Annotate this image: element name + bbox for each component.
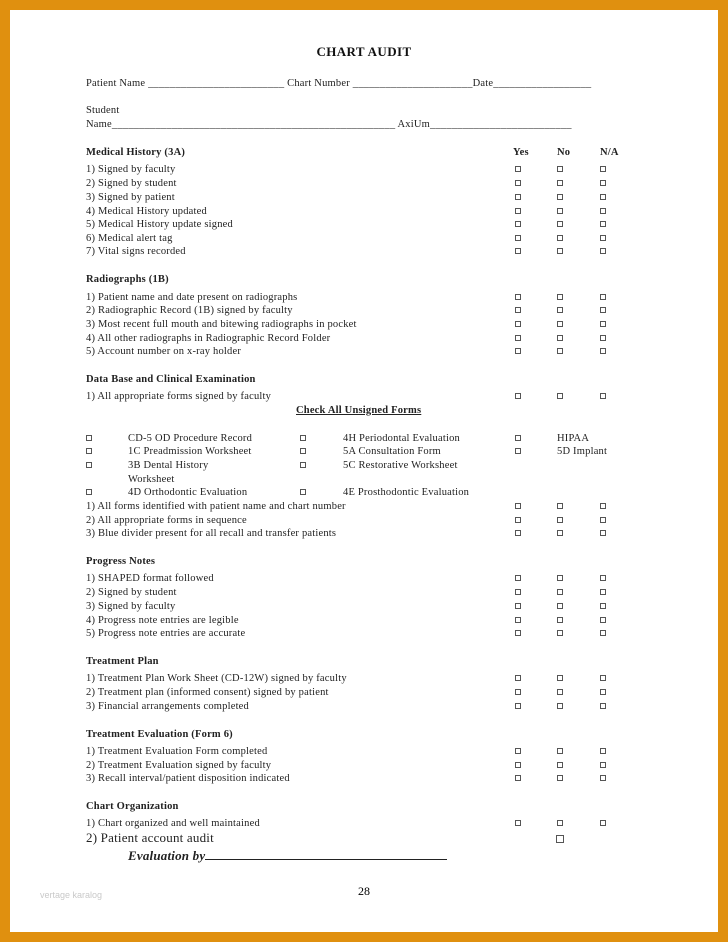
item-0-3-no-checkbox[interactable] [557,208,563,214]
item-1-2-no-checkbox[interactable] [557,321,563,327]
item-0-1-no-checkbox[interactable] [557,180,563,186]
item-number: 3) [86,319,96,330]
item-label: Progress note entries are legible [97,615,239,626]
patient-account-audit-checkbox[interactable] [556,835,564,843]
item-3-4-yes-checkbox[interactable] [515,630,521,636]
item-label: Treatment plan (informed consent) signed by patient [97,687,329,698]
item-5-1-na-checkbox[interactable] [600,762,606,768]
item-label: Most recent full mouth and bitewing radiographs in pocket [97,319,357,330]
section-heading-medical-history: Medical History (3A) [86,147,186,158]
item-3-3-yes-checkbox[interactable] [515,617,521,623]
form-checkbox[interactable] [300,448,306,454]
item-4-2-yes-checkbox[interactable] [515,703,521,709]
item-0-4-na-checkbox[interactable] [600,221,606,227]
checklist-item [86,514,247,527]
item-number: 2) [86,587,96,598]
checklist-item [86,218,233,231]
item-2-1-na-checkbox[interactable] [600,517,606,523]
item-4-2-no-checkbox[interactable] [557,703,563,709]
checklist-item [86,291,297,304]
item-number: 5) [86,628,96,639]
checklist-item [86,745,267,758]
item-1-4-no-checkbox[interactable] [557,348,563,354]
form-checkbox[interactable] [86,435,92,441]
item-4-1-no-checkbox[interactable] [557,689,563,695]
item-1-1-no-checkbox[interactable] [557,307,563,313]
item-number: 2) [86,687,96,698]
item-6-0-na-checkbox[interactable] [600,820,606,826]
item-label: Signed by student [97,178,177,189]
item-3-0-no-checkbox[interactable] [557,575,563,581]
item-0-0-yes-checkbox[interactable] [515,166,521,172]
item-1-3-yes-checkbox[interactable] [515,335,521,341]
section-heading-treatment-plan: Treatment Plan [86,656,159,667]
item-2-2-no-checkbox[interactable] [557,530,563,536]
checklist-item [86,572,214,585]
checklist-item [86,627,245,640]
form-name: Worksheet [128,474,175,485]
item-label: Medical History updated [97,206,207,217]
form-checkbox[interactable] [86,448,92,454]
item-label: Recall interval/patient disposition indicated [97,773,290,784]
section-heading-chart-organization: Chart Organization [86,801,179,812]
item-number: 4) [86,333,96,344]
checklist-item [86,232,173,245]
item-label: Signed by patient [97,192,175,203]
item-0-5-na-checkbox[interactable] [600,235,606,241]
item-label: Progress note entries are accurate [97,628,246,639]
form-name: 5C Restorative Worksheet [343,460,458,471]
check-all-unsigned-forms: Check All Unsigned Forms [296,405,422,416]
item-1-2-yes-checkbox[interactable] [515,321,521,327]
checklist-item [86,205,207,218]
item-number: 3) [86,701,96,712]
patient-account-audit: 2) Patient account audit [86,830,214,845]
checklist-item [86,772,290,785]
item-0-2-no-checkbox[interactable] [557,194,563,200]
checklist-item [86,700,249,713]
checklist-item [86,332,330,345]
item-label: Signed by student [97,587,177,598]
item-3-1-yes-checkbox[interactable] [515,589,521,595]
section-heading-radiographs: Radiographs (1B) [86,274,169,285]
item-number: 1) [86,818,96,829]
item-number: 4) [86,206,96,217]
item-label: Treatment Plan Work Sheet (CD-12W) signed by faculty [97,673,347,684]
item-number: 2) [86,178,96,189]
checklist-item [86,191,175,204]
item-1-1-na-checkbox[interactable] [600,307,606,313]
item-1-3-na-checkbox[interactable] [600,335,606,341]
item-2-2-na-checkbox[interactable] [600,530,606,536]
item-3-4-na-checkbox[interactable] [600,630,606,636]
form-name: 5A Consultation Form [343,446,441,457]
item-label: All other radiographs in Radiographic Record Folder [97,333,331,344]
item-6-0-no-checkbox[interactable] [557,820,563,826]
item-4-1-na-checkbox[interactable] [600,689,606,695]
form-checkbox[interactable] [300,462,306,468]
item-number: 3) [86,601,96,612]
item-1-0-yes-checkbox[interactable] [515,294,521,300]
item-label: Radiographic Record (1B) signed by faculty [97,305,293,316]
item-1-4-yes-checkbox[interactable] [515,348,521,354]
item-6-0-yes-checkbox[interactable] [515,820,521,826]
item-label: Signed by faculty [97,164,176,175]
item-3-1-na-checkbox[interactable] [600,589,606,595]
item-0-0-na-checkbox[interactable] [600,166,606,172]
item-label: Treatment Evaluation signed by faculty [97,760,272,771]
form-checkbox[interactable] [300,435,306,441]
item-3-0-na-checkbox[interactable] [600,575,606,581]
item-1-1-yes-checkbox[interactable] [515,307,521,313]
item-label: Chart organized and well maintained [97,818,260,829]
checklist-item [86,686,329,699]
patient-chart-date-line: Patient Name _________________________ Chart Number ______________________Date__________________ [86,78,592,89]
form-name: 4D Orthodontic Evaluation [128,487,248,498]
item-5-2-na-checkbox[interactable] [600,775,606,781]
item-number: 1) [86,164,96,175]
section-heading-database: Data Base and Clinical Examination [86,374,256,385]
item-2-0-no-checkbox[interactable] [557,503,563,509]
item-0-1-yes-checkbox[interactable] [515,180,521,186]
item-5-1-yes-checkbox[interactable] [515,762,521,768]
item-0-4-no-checkbox[interactable] [557,221,563,227]
form-checkbox[interactable] [86,462,92,468]
item-0-6-yes-checkbox[interactable] [515,248,521,254]
item-1-0-na-checkbox[interactable] [600,294,606,300]
item-0-5-yes-checkbox[interactable] [515,235,521,241]
column-yes: Yes [513,147,529,158]
checklist-item [86,586,177,599]
checklist-item: 1) All appropriate forms signed by faculty [86,391,272,402]
form-name: 5D Implant [557,446,608,457]
checklist-item [86,177,177,190]
checklist-item [86,345,241,358]
item-1-0-no-checkbox[interactable] [557,294,563,300]
item-number: 1) [86,292,96,303]
item-2-0-na-checkbox[interactable] [600,393,606,399]
evaluation-by-line [128,847,447,863]
item-label: Blue divider present for all recall and transfer patients [97,528,337,539]
item-0-0-no-checkbox[interactable] [557,166,563,172]
item-3-0-yes-checkbox[interactable] [515,575,521,581]
item-number: 1) [86,673,96,684]
item-number: 1) [86,746,96,757]
checklist-item [86,318,357,331]
item-label: Medical alert tag [97,233,173,244]
item-0-5-no-checkbox[interactable] [557,235,563,241]
checklist-item [86,245,186,258]
item-label: Financial arrangements completed [97,701,249,712]
form-name: 4H Periodontal Evaluation [343,433,460,444]
student-label: Student [86,105,120,116]
item-2-0-yes-checkbox[interactable] [515,503,521,509]
evaluation-label: Evaluation by [128,848,206,863]
item-3-3-no-checkbox[interactable] [557,617,563,623]
item-4-0-na-checkbox[interactable] [600,675,606,681]
item-number: 5) [86,219,96,230]
item-0-3-yes-checkbox[interactable] [515,208,521,214]
item-3-2-na-checkbox[interactable] [600,603,606,609]
checklist-item [86,527,336,540]
item-1-4-na-checkbox[interactable] [600,348,606,354]
item-2-2-yes-checkbox[interactable] [515,530,521,536]
item-0-2-yes-checkbox[interactable] [515,194,521,200]
item-5-0-na-checkbox[interactable] [600,748,606,754]
item-0-6-no-checkbox[interactable] [557,248,563,254]
item-2-0-yes-checkbox[interactable] [515,393,521,399]
item-5-1-no-checkbox[interactable] [557,762,563,768]
item-number: 1) [86,501,96,512]
item-label: Medical History update signed [97,219,233,230]
form-checkbox[interactable] [86,489,92,495]
checklist-item [86,600,175,613]
page-title: CHART AUDIT [316,44,412,59]
item-0-2-na-checkbox[interactable] [600,194,606,200]
checklist-item [86,500,346,513]
checklist-item [86,614,239,627]
column-no: No [557,147,571,158]
item-4-0-no-checkbox[interactable] [557,675,563,681]
form-name: 4E Prosthodontic Evaluation [343,487,470,498]
item-number: 6) [86,233,96,244]
form-checkbox[interactable] [515,448,521,454]
item-number: 2) [86,515,96,526]
checklist-item [86,759,271,772]
item-3-2-yes-checkbox[interactable] [515,603,521,609]
section-heading-treatment-evaluation: Treatment Evaluation (Form 6) [86,729,233,740]
item-number: 3) [86,773,96,784]
item-number: 5) [86,346,96,357]
item-4-2-na-checkbox[interactable] [600,703,606,709]
item-5-0-yes-checkbox[interactable] [515,748,521,754]
item-number: 3) [86,528,96,539]
form-name: 3B Dental History [128,460,209,471]
checklist-item [86,817,260,830]
form-checkbox[interactable] [515,435,521,441]
item-label: Vital signs recorded [97,246,186,257]
checklist-item [86,163,175,176]
form-name: 1C Preadmission Worksheet [128,446,252,457]
item-3-4-no-checkbox[interactable] [557,630,563,636]
item-0-1-na-checkbox[interactable] [600,180,606,186]
item-5-2-no-checkbox[interactable] [557,775,563,781]
item-number: 2) [86,760,96,771]
form-name: HIPAA [557,433,590,444]
watermark: vertage karalog [40,890,103,900]
item-number: 2) [86,305,96,316]
item-label: All appropriate forms in sequence [97,515,247,526]
item-label: SHAPED format followed [97,573,214,584]
item-0-3-na-checkbox[interactable] [600,208,606,214]
item-0-4-yes-checkbox[interactable] [515,221,521,227]
item-number: 1) [86,573,96,584]
form-name: CD-5 OD Procedure Record [128,433,253,444]
item-0-6-na-checkbox[interactable] [600,248,606,254]
item-number: 7) [86,246,96,257]
column-na: N/A [600,147,619,158]
item-3-2-no-checkbox[interactable] [557,603,563,609]
item-1-3-no-checkbox[interactable] [557,335,563,341]
item-label: Treatment Evaluation Form completed [97,746,268,757]
name-axium-line: Name____________________________________________________ AxiUm__________________________ [86,119,572,130]
item-5-2-yes-checkbox[interactable] [515,775,521,781]
item-label: Patient name and date present on radiographs [97,292,298,303]
checklist-item [86,304,293,317]
item-label: All forms identified with patient name and chart number [97,501,346,512]
item-2-0-na-checkbox[interactable] [600,503,606,509]
checklist-item [86,672,347,685]
item-number: 4) [86,615,96,626]
item-4-1-yes-checkbox[interactable] [515,689,521,695]
item-1-2-na-checkbox[interactable] [600,321,606,327]
item-4-0-yes-checkbox[interactable] [515,675,521,681]
item-2-1-yes-checkbox[interactable] [515,517,521,523]
item-2-1-no-checkbox[interactable] [557,517,563,523]
item-3-1-no-checkbox[interactable] [557,589,563,595]
item-3-3-na-checkbox[interactable] [600,617,606,623]
item-label: Signed by faculty [97,601,176,612]
item-5-0-no-checkbox[interactable] [557,748,563,754]
section-heading-progress-notes: Progress Notes [86,556,156,567]
form-checkbox[interactable] [300,489,306,495]
item-label: Account number on x-ray holder [97,346,242,357]
page-number: 28 [358,884,370,898]
item-2-0-no-checkbox[interactable] [557,393,563,399]
evaluation-signature-line[interactable] [205,847,447,860]
item-number: 3) [86,192,96,203]
